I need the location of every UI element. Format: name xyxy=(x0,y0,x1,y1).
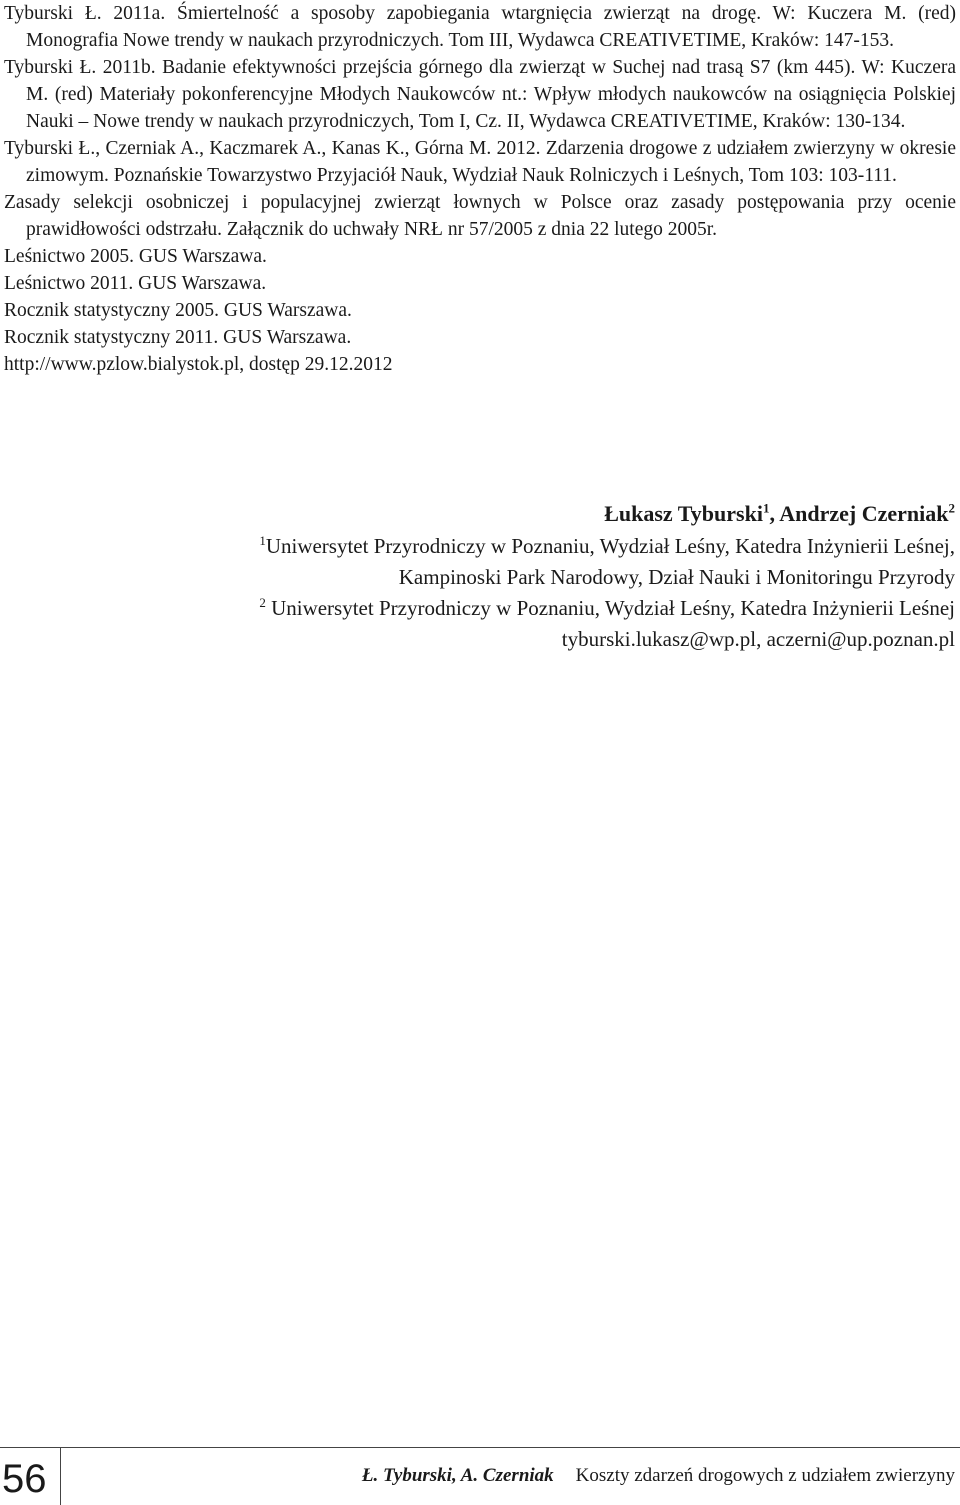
running-footer xyxy=(362,1464,955,1488)
affiliation-1-line-2: Kampinoski Park Narodowy, Dział Nauki i Monitoringu Przyrody xyxy=(398,565,955,589)
reference-item: Tyburski Ł. 2011a. Śmiertelność a sposoby zapobiegania wtargnięcia zwierząt na drogę. W: Kuczera M. (red) Monografia Nowe trendy w naukach przyrodniczych. Tom III, Wydawca CREATIVETIME, Kraków: 147-153. xyxy=(4,3,956,51)
affiliation-2-mark: 2 xyxy=(259,595,266,610)
affiliation-1-text: Uniwersytet Przyrodniczy w Poznaniu, Wydział Leśny, Katedra Inżynierii Leśnej, xyxy=(265,534,955,558)
footer-divider xyxy=(0,1447,960,1448)
reference-item: Leśnictwo 2005. GUS Warszawa. xyxy=(4,246,267,267)
author-separator: , xyxy=(769,501,780,526)
affiliations xyxy=(55,531,955,655)
reference-item: Zasady selekcji osobniczej i populacyjnej zwierząt łownych w Polsce oraz zasady postępowania przy ocenie prawidłowości odstrzału. Załącznik do uchwały NRŁ nr 57/2005 z dnia 22 lutego 2005r. xyxy=(4,192,956,240)
affiliation-2-line-1 xyxy=(55,593,955,624)
page-number: 56 xyxy=(2,1457,47,1501)
affiliation-1-mark: 1 xyxy=(259,533,266,548)
author-2-affiliation-mark: 2 xyxy=(948,500,955,516)
reference-list xyxy=(4,0,956,378)
author-1-name: Łukasz Tyburski xyxy=(604,501,763,526)
author-1-affiliation-mark: 1 xyxy=(762,500,770,516)
reference-item: Rocznik statystyczny 2011. GUS Warszawa. xyxy=(4,327,352,348)
reference-item: Tyburski Ł., Czerniak A., Kaczmarek A., Kanas K., Górna M. 2012. Zdarzenia drogowe z udziałem zwierzyny w okresie zimowym. Poznańskie Towarzystwo Przyjaciół Nauk, Wydział Nauk Rolniczych i Leśnych, Tom 103: 103-111. xyxy=(4,138,956,186)
reference-url[interactable]: http://www.pzlow.bialystok.pl, dostęp 29.12.2012 xyxy=(4,354,393,375)
affiliation-2-text: Uniwersytet Przyrodniczy w Poznaniu, Wydział Leśny, Katedra Inżynierii Leśnej xyxy=(265,596,955,620)
reference-item: Tyburski Ł. 2011b. Badanie efektywności przejścia górnego dla zwierząt w Suchej nad trasą S7 (km 445). W: Kuczera M. (red) Materiały pokonferencyjne Młodych Naukowców nt.: Wpływ młodych naukowców na osiągnięcia Polskiej Nauki – Nowe trendy w naukach przyrodniczych, Tom I, Cz. II, Wydawca CREATIVETIME, Kraków: 130-134. xyxy=(4,57,956,132)
reference-item: Leśnictwo 2011. GUS Warszawa. xyxy=(4,273,267,294)
page-number-divider xyxy=(60,1447,61,1505)
author-block xyxy=(55,498,955,655)
author-names xyxy=(55,498,955,529)
author-emails[interactable]: tyburski.lukasz@wp.pl, aczerni@up.poznan.pl xyxy=(561,627,955,651)
affiliation-1-line-1 xyxy=(55,531,955,562)
running-title: Koszty zdarzeń drogowych z udziałem zwierzyny xyxy=(575,1465,955,1486)
running-authors: Ł. Tyburski, A. Czerniak xyxy=(361,1465,554,1486)
author-2-name: Andrzej Czerniak xyxy=(779,501,949,526)
reference-item: Rocznik statystyczny 2005. GUS Warszawa. xyxy=(4,300,352,321)
